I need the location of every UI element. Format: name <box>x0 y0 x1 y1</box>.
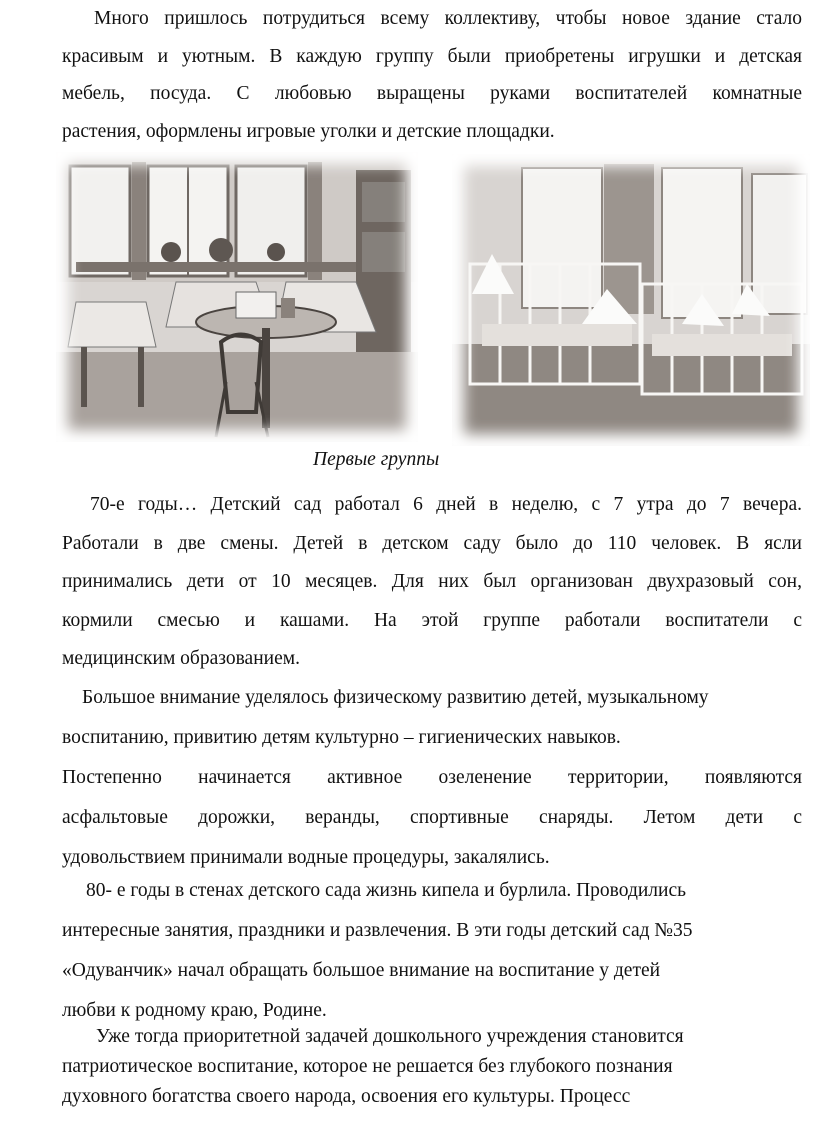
paragraph-line: удовольствием принимали водные процедуры, закалялись. <box>62 847 550 868</box>
paragraph-line: красивым и уютным. В каждую группу были приобретены игрушки и детская <box>62 45 802 67</box>
paragraph-line: воспитанию, привитию детям культурно – гигиенических навыков. <box>62 727 621 748</box>
paragraph-line: мебель, посуда. С любовью выращены руками воспитателей комнатные <box>62 83 802 104</box>
photo-caption: Первые группы <box>313 449 440 470</box>
paragraph-line: кормили смесью и кашами. На этой группе работали воспитатели с <box>62 609 802 631</box>
bedroom-illustration <box>452 154 810 446</box>
classroom-illustration <box>56 152 418 442</box>
paragraph-line: интересные занятия, праздники и развлечения. В эти годы детский сад №35 <box>62 920 693 941</box>
paragraph-line: любви к родному краю, Родине. <box>62 1000 327 1021</box>
paragraph-line: растения, оформлены игровые уголки и детские площадки. <box>62 120 555 142</box>
paragraph-line: Уже тогда приоритетной задачей дошкольного учреждения становится <box>96 1026 684 1047</box>
paragraph-line: асфальтовые дорожки, веранды, спортивные снаряды. Летом дети с <box>62 807 802 828</box>
paragraph-line: духовного богатства своего народа, освоения его культуры. Процесс <box>62 1086 631 1107</box>
paragraph-line: Большое внимание уделялось физическому развитию детей, музыкальному <box>82 687 709 708</box>
paragraph-patriotic <box>62 1022 802 1112</box>
paragraph-line: 70-е годы… Детский сад работал 6 дней в неделю, с 7 утра до 7 вечера. <box>90 494 802 515</box>
paragraph-seventies <box>62 486 802 679</box>
paragraph-line: 80- е годы в стенах детского сада жизнь кипела и бурлила. Проводились <box>86 880 687 901</box>
paragraph-intro <box>62 0 802 150</box>
paragraph-line: медицинским образованием. <box>62 648 300 669</box>
paragraph-line: Много пришлось потрудиться всему коллективу, чтобы новое здание стало <box>94 8 802 29</box>
photo-classroom <box>56 152 418 442</box>
paragraph-line: принимались дети от 10 месяцев. Для них был организован двухразовый сон, <box>62 571 802 592</box>
paragraph-eighties <box>62 871 802 1031</box>
photo-bedroom <box>452 154 810 446</box>
paragraph-line: «Одуванчик» начал обращать большое внимание на воспитание у детей <box>62 960 661 981</box>
paragraph-development <box>62 678 802 878</box>
paragraph-line: Работали в две смены. Детей в детском саду было до 110 человек. В ясли <box>62 532 802 554</box>
paragraph-line: Постепенно начинается активное озеленение территории, появляются <box>62 767 802 788</box>
paragraph-line: патриотическое воспитание, которое не решается без глубокого познания <box>62 1056 673 1077</box>
